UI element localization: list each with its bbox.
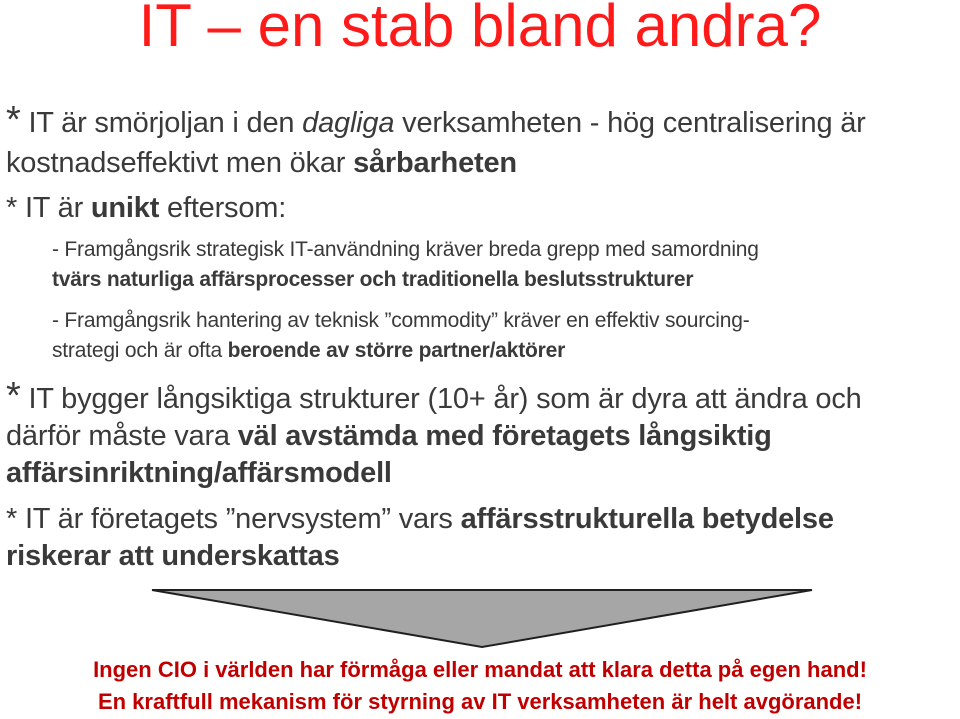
bullet-2-text: * IT är [6,192,91,224]
conclusion-line-1: Ingen CIO i världen har förmåga eller mandat att klara detta på egen hand! [93,657,867,682]
bullet-1-text-2: kostnadseffektivt men ökar [6,147,354,179]
sub-item-2-bold: beroende av större partner/aktörer [227,339,566,362]
bullet-1-line-1 [6,99,866,141]
bullet-2 [6,191,286,225]
bullet-2-text-cont: eftersom: [159,192,287,224]
bullet-1-text: IT är smörjoljan i den [20,107,303,139]
slide-title: IT – en stab bland andra? [138,0,822,59]
bullet-4-text: * IT är företagets ”nervsystem” vars [6,503,461,535]
bullet-1-bold: sårbarheten [353,147,517,179]
conclusion-line-2: En kraftfull mekanism för styrning av IT verksamheten är helt avgörande! [97,689,863,714]
bullet-3-line-2 [6,418,772,454]
bullet-4-line-2: riskerar att underskattas [6,540,340,572]
bullet-1-italic: dagliga [302,107,395,139]
bullet-4-line-1 [6,501,834,537]
bullet-3-text: IT bygger långsiktiga strukturer (10+ år) som är dyra att ändra och [20,383,862,415]
bullet-4-bold: affärsstrukturella betydelse [460,503,834,535]
bullet-3-text-2: därför måste vara [6,420,238,452]
bullet-3-line-3: affärsinriktning/affärsmodell [6,457,392,489]
bullet-1-text-cont: verksamheten - hög centralisering är [394,107,866,139]
bullet-3-line-1 [6,375,862,417]
bullet-3-bold: väl avstämda med företagets långsiktig [237,420,772,452]
bullet-marker: * [6,99,21,141]
bullet-marker: * [6,375,21,417]
sub-item-1-line-2: tvärs naturliga affärsprocesser och traditionella beslutsstrukturer [52,268,694,291]
sub-item-2-text: strategi och är ofta [52,339,228,362]
bullet-1-line-2 [6,146,517,180]
sub-item-2-line-1: - Framgångsrik hantering av teknisk ”commodity” kräver en effektiv sourcing- [52,309,750,332]
bullet-2-bold: unikt [90,192,160,224]
sub-item-1-line-1: - Framgångsrik strategisk IT-användning kräver breda grepp med samordning [52,238,759,261]
down-arrow-icon [0,583,960,653]
sub-item-2-line-2 [52,335,565,367]
